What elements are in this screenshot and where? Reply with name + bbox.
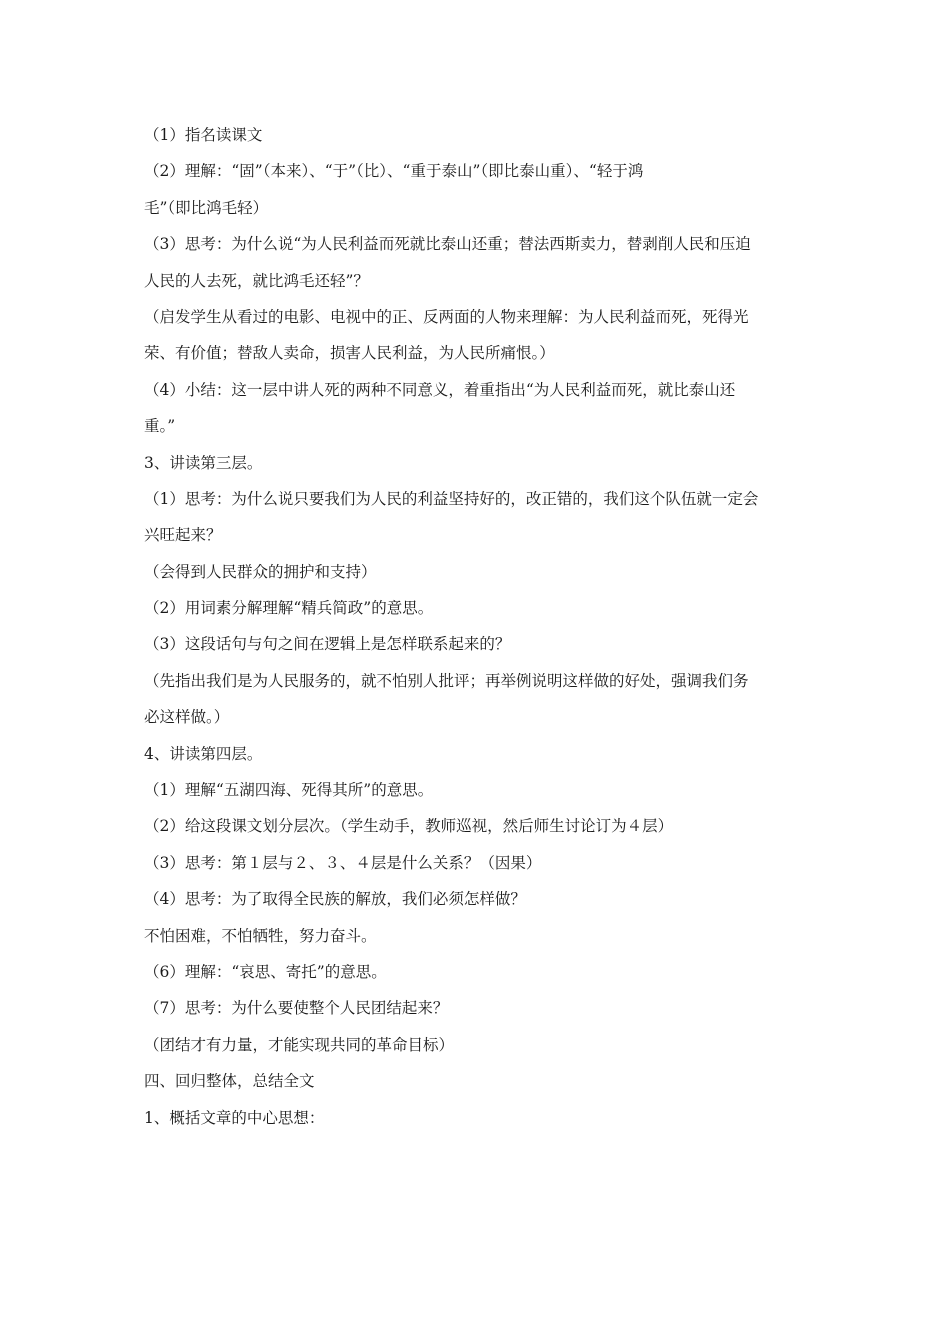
text-line: 3、讲读第三层。 [144, 453, 263, 472]
text-line: 1、概括文章的中心思想： [144, 1108, 325, 1127]
text-line: 4、讲读第四层。 [144, 744, 263, 763]
text-line: 毛”（即比鸿毛轻） [144, 198, 269, 217]
text-line: （7）思考：为什么要使整个人民团结起来？ [144, 999, 449, 1018]
text-line: （会得到人民群众的拥护和支持） [144, 562, 377, 581]
text-line: （4）思考：为了取得全民族的解放，我们必须怎样做？ [144, 890, 526, 909]
text-line: （4）小结：这一层中讲人死的两种不同意义，着重指出“为人民利益而死，就比泰山还 [144, 380, 736, 399]
text-line: （3）思考：第１层与２、３、４层是什么关系？（因果） [144, 853, 542, 872]
text-line: （启发学生从看过的电影、电视中的正、反两面的人物来理解：为人民利益而死，死得光 [144, 307, 749, 326]
text-line: 重。” [144, 417, 176, 436]
text-line: （1）思考：为什么说只要我们为人民的利益坚持好的，改正错的，我们这个队伍就一定会 [144, 489, 759, 508]
text-line: （3）思考：为什么说“为人民利益而死就比泰山还重；替法西斯卖力，替剥削人民和压迫 [144, 235, 751, 254]
text-line: 荣、有价值；替敌人卖命，损害人民利益，为人民所痛恨。） [144, 344, 555, 363]
text-line: （1）指名读课文 [144, 126, 263, 144]
text-line: （2）用词素分解理解“精兵简政”的意思。 [144, 599, 434, 618]
text-line: （2）理解：“固”（本来）、“于”（比）、“重于泰山”（即比泰山重）、“轻于鸿 [144, 162, 644, 181]
text-line: （1）理解“五湖四海、死得其所”的意思。 [144, 781, 434, 800]
text-line: （3）这段话句与句之间在逻辑上是怎样联系起来的？ [144, 635, 511, 654]
text-line: （团结才有力量，才能实现共同的革命目标） [144, 1035, 455, 1054]
text-line: 四、回归整体，总结全文 [144, 1072, 315, 1091]
document-body [144, 117, 814, 1136]
text-line: 不怕困难，不怕牺牲，努力奋斗。 [144, 926, 377, 945]
text-line: 人民的人去死，就比鸿毛还轻”？ [144, 271, 369, 290]
text-line: 兴旺起来？ [144, 526, 222, 545]
text-line: （2）给这段课文划分层次。（学生动手，教师巡视，然后师生讨论订为４层） [144, 817, 674, 836]
text-line: （先指出我们是为人民服务的，就不怕别人批评；再举例说明这样做的好处，强调我们务 [144, 671, 749, 690]
text-line: （6）理解：“哀思、寄托”的意思。 [144, 962, 387, 981]
text-line: 必这样做。） [144, 708, 230, 727]
